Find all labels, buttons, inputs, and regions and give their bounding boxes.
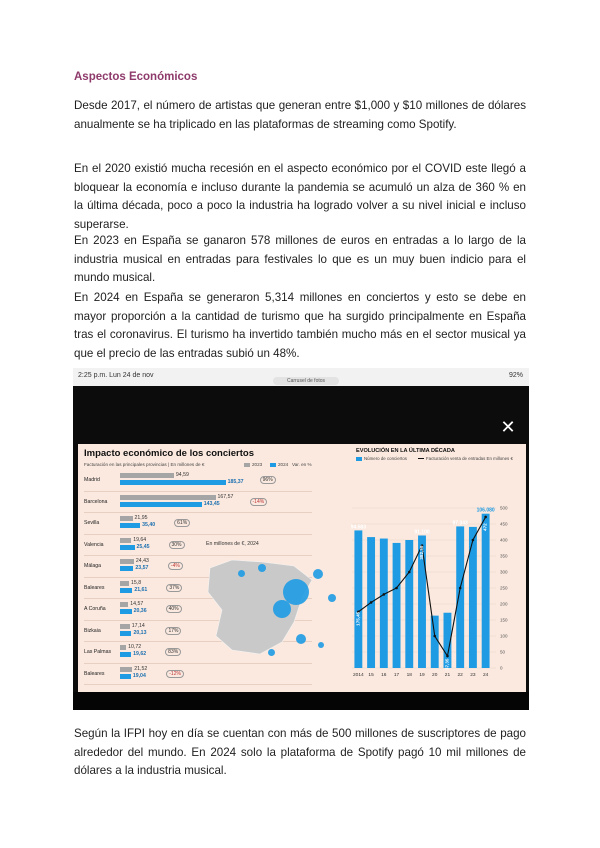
revenue-point (433, 635, 436, 638)
bar-2024 (120, 652, 131, 657)
concert-bar (469, 527, 477, 668)
infographic-subtitle: Facturación en las principales provincias | En millones de € (84, 462, 205, 467)
bar-2023 (120, 538, 131, 543)
value-2024: 19,04 (132, 672, 146, 679)
concert-bar (456, 526, 464, 668)
bar-2024 (120, 674, 131, 679)
line-value-label: 382,39 (419, 545, 424, 560)
bar-2024 (120, 523, 140, 528)
revenue-point (484, 516, 487, 519)
variation-badge: 30% (169, 541, 185, 549)
variation-badge: 61% (174, 519, 190, 527)
paragraph: En 2023 en España se ganaron 578 millones de euros en entradas a lo largo de la industria musical en entradas para festivales lo que es un muy buen indicio para el mundo musical. (74, 234, 526, 284)
bar-2024 (120, 566, 133, 571)
revenue-point (459, 587, 462, 590)
close-icon[interactable]: ✕ (500, 417, 516, 437)
value-2024: 23,57 (135, 565, 149, 571)
value-2023: 15,8 (131, 579, 142, 586)
y-tick-label: 300 (500, 569, 508, 575)
evolution-title: EVOLUCIÓN EN LA ÚLTIMA DÉCADA (356, 448, 455, 454)
value-2023: 19,64 (133, 536, 147, 543)
x-tick-label: 18 (406, 673, 412, 678)
value-2023: 24,43 (135, 558, 149, 564)
bar-2023 (120, 645, 126, 650)
bar-2024 (120, 631, 131, 636)
value-2023: 10,72 (128, 644, 142, 650)
value-2023: 94,59 (175, 472, 189, 478)
y-tick-label: 200 (500, 601, 508, 607)
revenue-point (472, 539, 475, 542)
y-tick-label: 400 (500, 537, 508, 543)
variation-badge: 96% (260, 476, 276, 484)
variation-badge: 83% (165, 648, 181, 656)
embedded-screenshot (73, 368, 529, 710)
x-tick-label: 19 (419, 673, 425, 678)
map-bubble (296, 634, 306, 644)
revenue-point (370, 601, 373, 604)
concert-bar (354, 530, 362, 668)
bar-2023 (120, 624, 130, 629)
x-tick-label: 23 (470, 673, 476, 678)
province-name: Bizkaia (84, 627, 101, 634)
map-bubble (238, 570, 245, 577)
province-row (84, 470, 312, 492)
concert-bar (431, 616, 439, 668)
map-bubble (318, 642, 324, 648)
variation-badge: -12% (166, 670, 184, 678)
bar-2023 (120, 495, 216, 500)
province-row (84, 664, 312, 686)
value-2024: 143,45 (203, 500, 220, 507)
map-bubble (258, 564, 266, 572)
map-label: En millones de €, 2024 (206, 541, 259, 547)
status-pill: Carrusel de fotos (273, 377, 339, 385)
value-2024: 25,45 (136, 543, 150, 550)
legend-var: Var. en % (292, 462, 312, 467)
bar-2023 (120, 559, 134, 564)
province-name: Baleares (84, 670, 105, 677)
paragraph: En 2024 en España se generaron 5,314 millones en conciertos y esto se debe en mayor proporción a la cantidad de turismo que ha surgido principalmente en España tras el coronavirus. El turismo ha invertido también mucho más en el sector musical ya que el precio de las entradas subió un 48%. (74, 291, 526, 360)
map-bubble (313, 569, 323, 579)
x-tick-label: 24 (482, 673, 489, 678)
status-time: 2:25 p.m. Lun 24 de nov (78, 372, 154, 379)
bar-value-label: 106.080 (476, 507, 495, 514)
bottom-bar (73, 692, 529, 710)
bar-2023 (120, 473, 174, 478)
y-tick-label: 350 (500, 553, 508, 559)
y-tick-label: 0 (500, 665, 503, 671)
bar-2024 (120, 588, 132, 593)
section-heading: Aspectos Económicos (74, 71, 198, 83)
variation-badge: -4% (168, 562, 183, 570)
y-tick-label: 250 (500, 585, 508, 591)
y-tick-label: 450 (500, 521, 508, 527)
province-name: Las Palmas (84, 649, 112, 655)
province-name: Málaga (84, 563, 102, 569)
map-bubble (273, 600, 291, 618)
battery-indicator: 92% (508, 372, 523, 379)
infographic-title: Impacto económico de los conciertos (84, 448, 254, 459)
bar-value-label: 94.583 (350, 524, 367, 531)
province-row (84, 492, 312, 514)
value-2023: 17,14 (131, 622, 145, 629)
legend-bars: Número de conciertos (356, 456, 407, 461)
image-viewer (73, 386, 529, 692)
variation-badge: 37% (166, 584, 182, 592)
value-2023: 21,95 (134, 515, 148, 521)
revenue-point (408, 571, 411, 574)
concert-bar (405, 540, 413, 668)
province-name: Barcelona (84, 498, 108, 505)
province-name: Valencia (84, 541, 104, 548)
variation-badge: -14% (250, 498, 268, 506)
bar-2024 (120, 480, 226, 485)
bar-2023 (120, 581, 129, 586)
bar-2023 (120, 667, 132, 672)
line-value-label: 37,35 (444, 658, 450, 671)
value-2024: 185,37 (227, 479, 244, 485)
value-2023: 167,57 (217, 493, 234, 500)
value-2024: 21,61 (134, 586, 148, 593)
evolution-chart (344, 472, 522, 694)
revenue-point (383, 593, 386, 596)
value-2024: 20,36 (133, 608, 147, 614)
x-tick-label: 21 (444, 673, 451, 678)
province-name: Baleares (84, 584, 105, 591)
legend-2023: 2023 (244, 462, 262, 467)
bar-2024 (120, 502, 202, 507)
x-tick-label: 2014 (353, 673, 364, 678)
legend-2024: 2024 (270, 462, 288, 467)
paragraph: Desde 2017, el número de artistas que generan entre $1,000 y $10 millones de dólares anualmente se ha triplicado en las plataformas de streaming como Spotify. (74, 99, 526, 131)
concert-bar (482, 514, 490, 668)
variation-badge: 40% (166, 605, 182, 613)
revenue-point (395, 587, 398, 590)
line-value-label: 175,45 (355, 611, 361, 626)
x-tick-label: 17 (393, 673, 400, 678)
paragraph: Según la IFPI hoy en día se cuentan con más de 500 millones de suscriptores de pago alrededor del mundo. En 2024 solo la plataforma de Spotify pagó 10 mil millones de dólares a la industria musical. (74, 727, 526, 777)
bar-2024 (120, 609, 132, 614)
province-row (84, 513, 312, 535)
status-bar (73, 368, 529, 386)
bar-value-label: 97.343 (452, 520, 468, 527)
province-name: A Coruña (84, 606, 106, 612)
province-name: Madrid (84, 477, 100, 483)
revenue-point (446, 655, 449, 658)
paragraph: En el 2020 existió mucha recesión en el aspecto económico por el COVID este llegó a bloquear la economía e incluso durante la pandemia se acumuló un alza de 360 % en la última década, poco a poco la industria ha logrado volver a su nivel inicial e incluso superarse. (74, 162, 526, 231)
bar-value-label: 91.100 (414, 529, 430, 536)
y-tick-label: 100 (500, 633, 508, 639)
x-tick-label: 15 (368, 673, 374, 678)
x-tick-label: 16 (381, 673, 387, 678)
value-2024: 35,40 (142, 522, 156, 528)
evolution-legend (356, 456, 513, 461)
infographic (78, 444, 526, 698)
concert-bar (393, 543, 401, 668)
value-2024: 19,62 (133, 651, 147, 657)
x-tick-label: 22 (457, 673, 463, 678)
y-tick-label: 500 (500, 505, 508, 511)
variation-badge: 17% (165, 627, 181, 635)
map-bubble (268, 649, 275, 656)
province-name: Sevilla (84, 520, 100, 526)
map-bubble (328, 594, 336, 602)
concert-bar (380, 539, 388, 668)
legend-line: Facturación venta de entradas En millones € (418, 456, 518, 461)
value-2024: 20,13 (133, 629, 147, 636)
bar-2023 (120, 602, 128, 607)
bar-2023 (120, 516, 133, 521)
value-2023: 21,52 (134, 665, 148, 672)
y-tick-label: 50 (500, 649, 506, 655)
bar-2024 (120, 545, 135, 550)
y-tick-label: 150 (500, 617, 508, 623)
value-2023: 14,57 (130, 601, 144, 607)
line-value-label: 472 (482, 523, 488, 531)
x-tick-label: 20 (432, 673, 438, 678)
